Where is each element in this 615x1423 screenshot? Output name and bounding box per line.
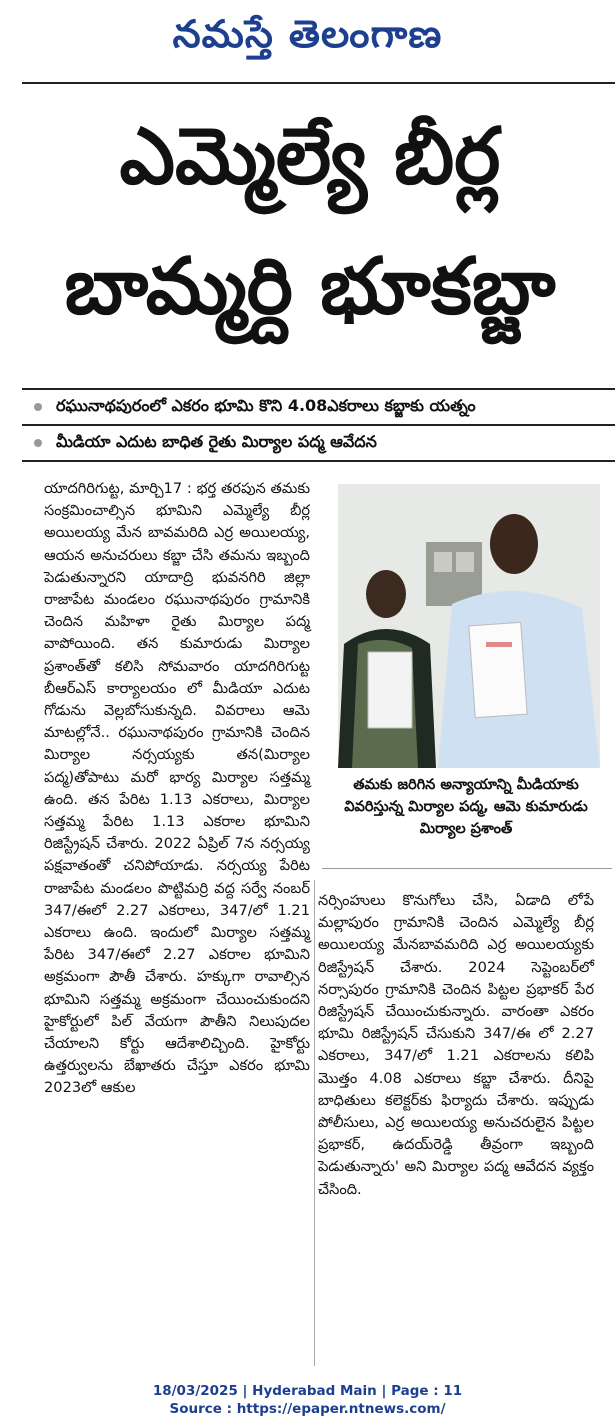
photo-caption: తమకు జరిగిన అన్యాయాన్ని మీడియాకు వివరిస్తున్న మిర్యాల పద్మ, ఆమె కుమారుడు మిర్యాల ప్రశాంత్ [344,777,588,837]
footer-source: Source : https://epaper.ntnews.com/ [169,1401,446,1417]
sub-headline-text: రఘునాథపురంలో ఎకరం భూమి కొని 4.08ఎకరాలు కబ్జాకు యత్నం [56,395,476,415]
headline-line-2: బామ్మర్ది భూకబ్జా [64,242,556,332]
column-divider [314,880,315,1366]
article-column-right [318,890,594,1201]
sub-headline [22,388,615,424]
article-column-left [44,478,310,1100]
sub-headline [22,424,615,462]
top-rule [22,82,615,84]
caption-rule [322,868,612,869]
people-photo-illustration [338,484,600,768]
bullet-icon [34,403,42,411]
news-photo [338,484,600,768]
masthead-title: నమస్తే తెలంగాణ [172,12,443,56]
footer-date-edition: 18/03/2025 | Hyderabad Main | Page : 11 [152,1383,463,1399]
sub-headlines [22,388,615,462]
masthead [0,0,615,78]
sub-headline-text: మీడియా ఎదుట బాధిత రైతు మిర్యాల పద్మ ఆవేదన [56,431,377,451]
bullet-icon [34,439,42,447]
article-text-left: యాదగిరిగుట్ట, మార్చి17 : భర్త తరపున తమకు సంక్రమించాల్సిన భూమిని ఎమ్మెల్యే బీర్ల అయిలయ్య మేన బావమరిది ఎర్ర అయిలయ్య, ఆయన అనుచరులు కబ్జా చేసి తమను ఇబ్బంది పెడుతున్నారని యాదాద్రి భువనగిరి జిల్లా రాజాపేట మండలం రఘునాథపురం గ్రామానికి చెందిన మహిళా రైతు మిర్యాల పద్మ వాపోయింది. తన కుమారుడు మిర్యాల ప్రశాంత్‌తో కలిసి సోమవారం యాదగిరిగుట్ట బీఆర్‌ఎస్ కార్యాలయం లో మీడియా ఎదుట గోడును వెల్లబోసుకున్నది. వివరాలు ఆమె మాటల్లోనే.. రఘునాథపురం గ్రామానికి చెందిన మిర్యాల నర్సయ్యకు తన(మిర్యాల పద్మ)తోపాటు మరో భార్య మిర్యాల సత్తమ్మ ఉంది. తన పేరిట 1.13 ఎకరాలు, మిర్యాల సత్తమ్మ పేరిట 1.13 ఎకరాల భూమిని రిజిస్ట్రేషన్ చేశారు. 2022 ఏప్రిల్ 7న నర్సయ్య పక్షవాతంతో చనిపోయాడు. నర్సయ్య పేరిట రాజాపేట మండలం పొట్టిమర్రి వద్ద సర్వే నంబర్ 347/ఈలో 2.27 ఎకరాలు, 347/లో 1.21 ఎకరాలు ఉంది. ఇందులో మిర్యాల సత్తమ్మ పేరిట 347/ఈలో 2.27 ఎకరాల భూమిని అక్రమంగా పౌతీ చేశారు. హక్కుగా రావాల్సిన భూమిని సత్తమ్మ అక్రమంగా చేయించుకుందని హైకోర్టులో పిల్ వేయగా పౌతీని నిలుపుదల చేయాలని కోర్టు ఆదేశాలిచ్చింది. హైకోర్టు ఉత్తర్వులను బేఖాతరు చేస్తూ ఎకరం భూమి 2023లో ఆకుల [44,480,310,1097]
article-text-right: నర్సింహులు కొనుగోలు చేసి, ఏడాది లోపే మల్లాపురం గ్రామానికి చెందిన ఎమ్మెల్యే బీర్ల అయిలయ్య మేనబావమరిది ఎర్ర అయిలయ్యకు రిజిస్ట్రేషన్ చేశారు. 2024 సెప్టెంబర్‌లో నర్సాపురం గ్రామానికి చెందిన పిట్టల ప్రభాకర్ పేర రిజిస్ట్రేషన్ చేయించుకున్నారు. వారంతా ఎకరం భూమి రిజిస్ట్రేషన్ చేసుకుని 347/ఈ లో 2.27 ఎకరాలు, 347/లో 1.21 ఎకరాలను కలిపి మొత్తం 4.08 ఎకరాలు కబ్జా చేశారు. దీనిపై బాధితులు కలెక్టర్‌కు ఫిర్యాదు చేశారు. ఇప్పుడు పోలీసులు, ఎర్ర అయిలయ్య అనుచరులైన పిట్టల ప్రభాకర్, ఉదయ్‌రెడ్డి తీవ్రంగా ఇబ్బంది పెడుతున్నారు' అని మిర్యాల పద్మ ఆవేదన వ్యక్తం చేసింది. [318,892,594,1198]
headline-line-1: ఎమ్మెల్యే బీర్ల [119,112,501,202]
